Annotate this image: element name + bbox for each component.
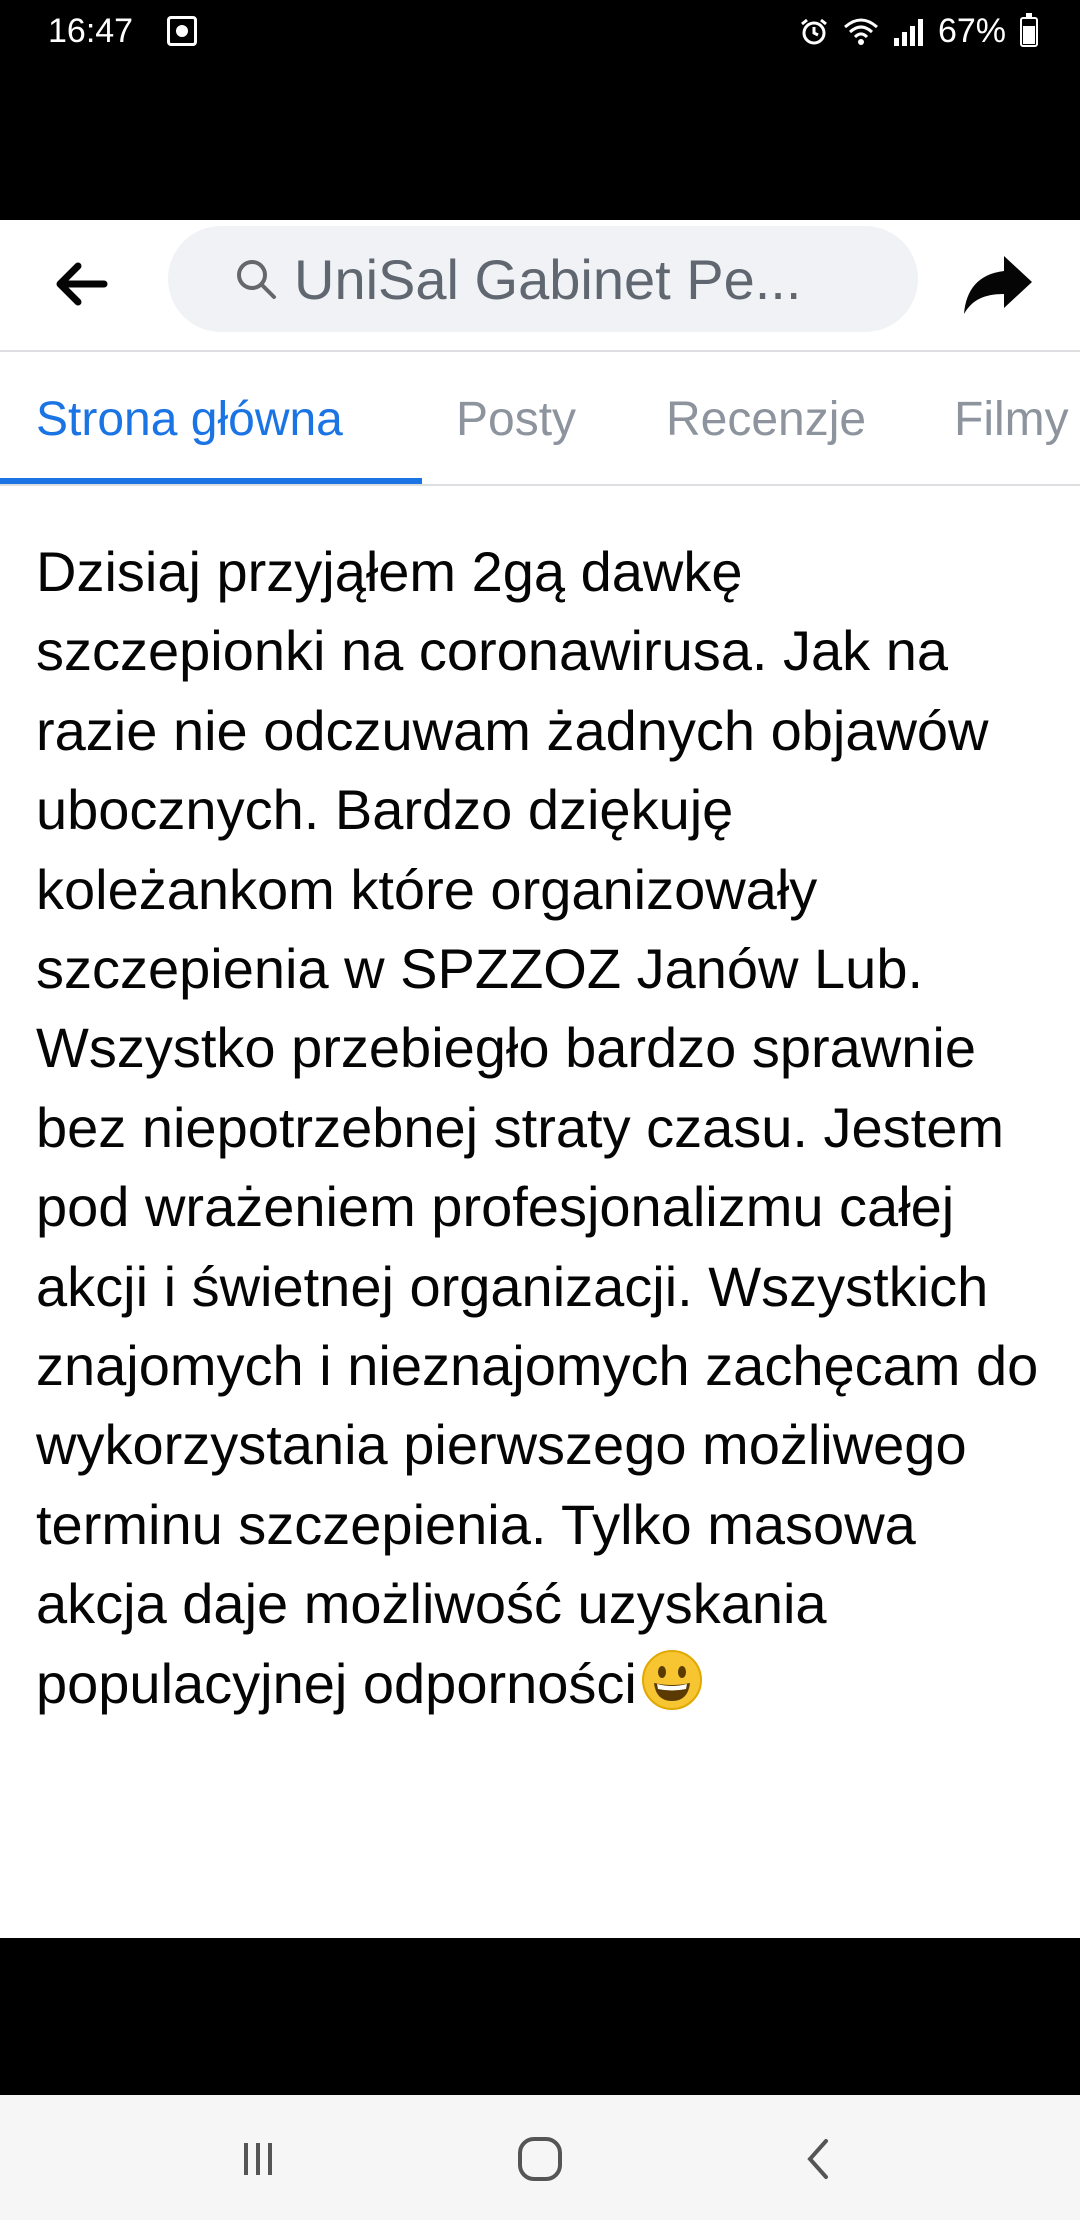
battery-percent: 67%	[937, 12, 1006, 50]
back-arrow-icon[interactable]	[50, 258, 110, 310]
search-input[interactable]	[168, 226, 918, 332]
facebook-page	[0, 220, 1080, 1938]
status-bar	[0, 0, 1080, 64]
search-text: UniSal Gabinet Pe...	[294, 247, 802, 311]
recent-apps-icon[interactable]	[230, 2131, 286, 2187]
back-icon[interactable]	[792, 2131, 848, 2187]
tab-posts[interactable]: Posty	[456, 393, 577, 446]
status-icons	[800, 12, 1038, 51]
tab-videos[interactable]: Filmy	[954, 393, 1069, 446]
share-icon[interactable]	[958, 244, 1038, 324]
wifi-icon	[842, 17, 880, 47]
battery-icon	[1020, 17, 1038, 47]
notification-icon	[167, 16, 197, 46]
system-nav-bar	[0, 2095, 1080, 2220]
post-text-content: Dzisiaj przyjąłem 2gą dawkę szczepionki na coronawirusa. Jak na razie nie odczuwam żadnych objawów ubocznych. Bardzo dziękuję koleżankom które organizowały szczepienia w SPZZOZ Janów Lub. Wszystko przebiegło bardzo sprawnie bez niepotrzebnej straty czasu. Jestem pod wrażeniem profesjonalizmu całej akcji i świetnej organizacji. Wszystkich znajomych i nieznajomych zachęcam do wykorzystania pierwszego możliwego terminu szczepienia. Tylko masowa akcja daje możliwość uzyskania populacyjnej odporności	[36, 540, 1039, 1715]
home-icon[interactable]	[512, 2131, 568, 2187]
grinning-face-emoji	[641, 1649, 703, 1711]
page-tabs	[0, 352, 1080, 486]
tab-reviews[interactable]: Recenzje	[666, 393, 867, 446]
tab-home[interactable]: Strona główna	[36, 393, 343, 446]
alarm-icon	[800, 18, 828, 46]
status-time: 16:47	[48, 12, 134, 50]
post-text	[36, 532, 1046, 1723]
battery-fill	[1023, 26, 1035, 43]
signal-icon	[894, 18, 924, 46]
active-tab-indicator	[0, 478, 422, 484]
page-header	[0, 220, 1080, 352]
search-icon	[232, 255, 280, 303]
